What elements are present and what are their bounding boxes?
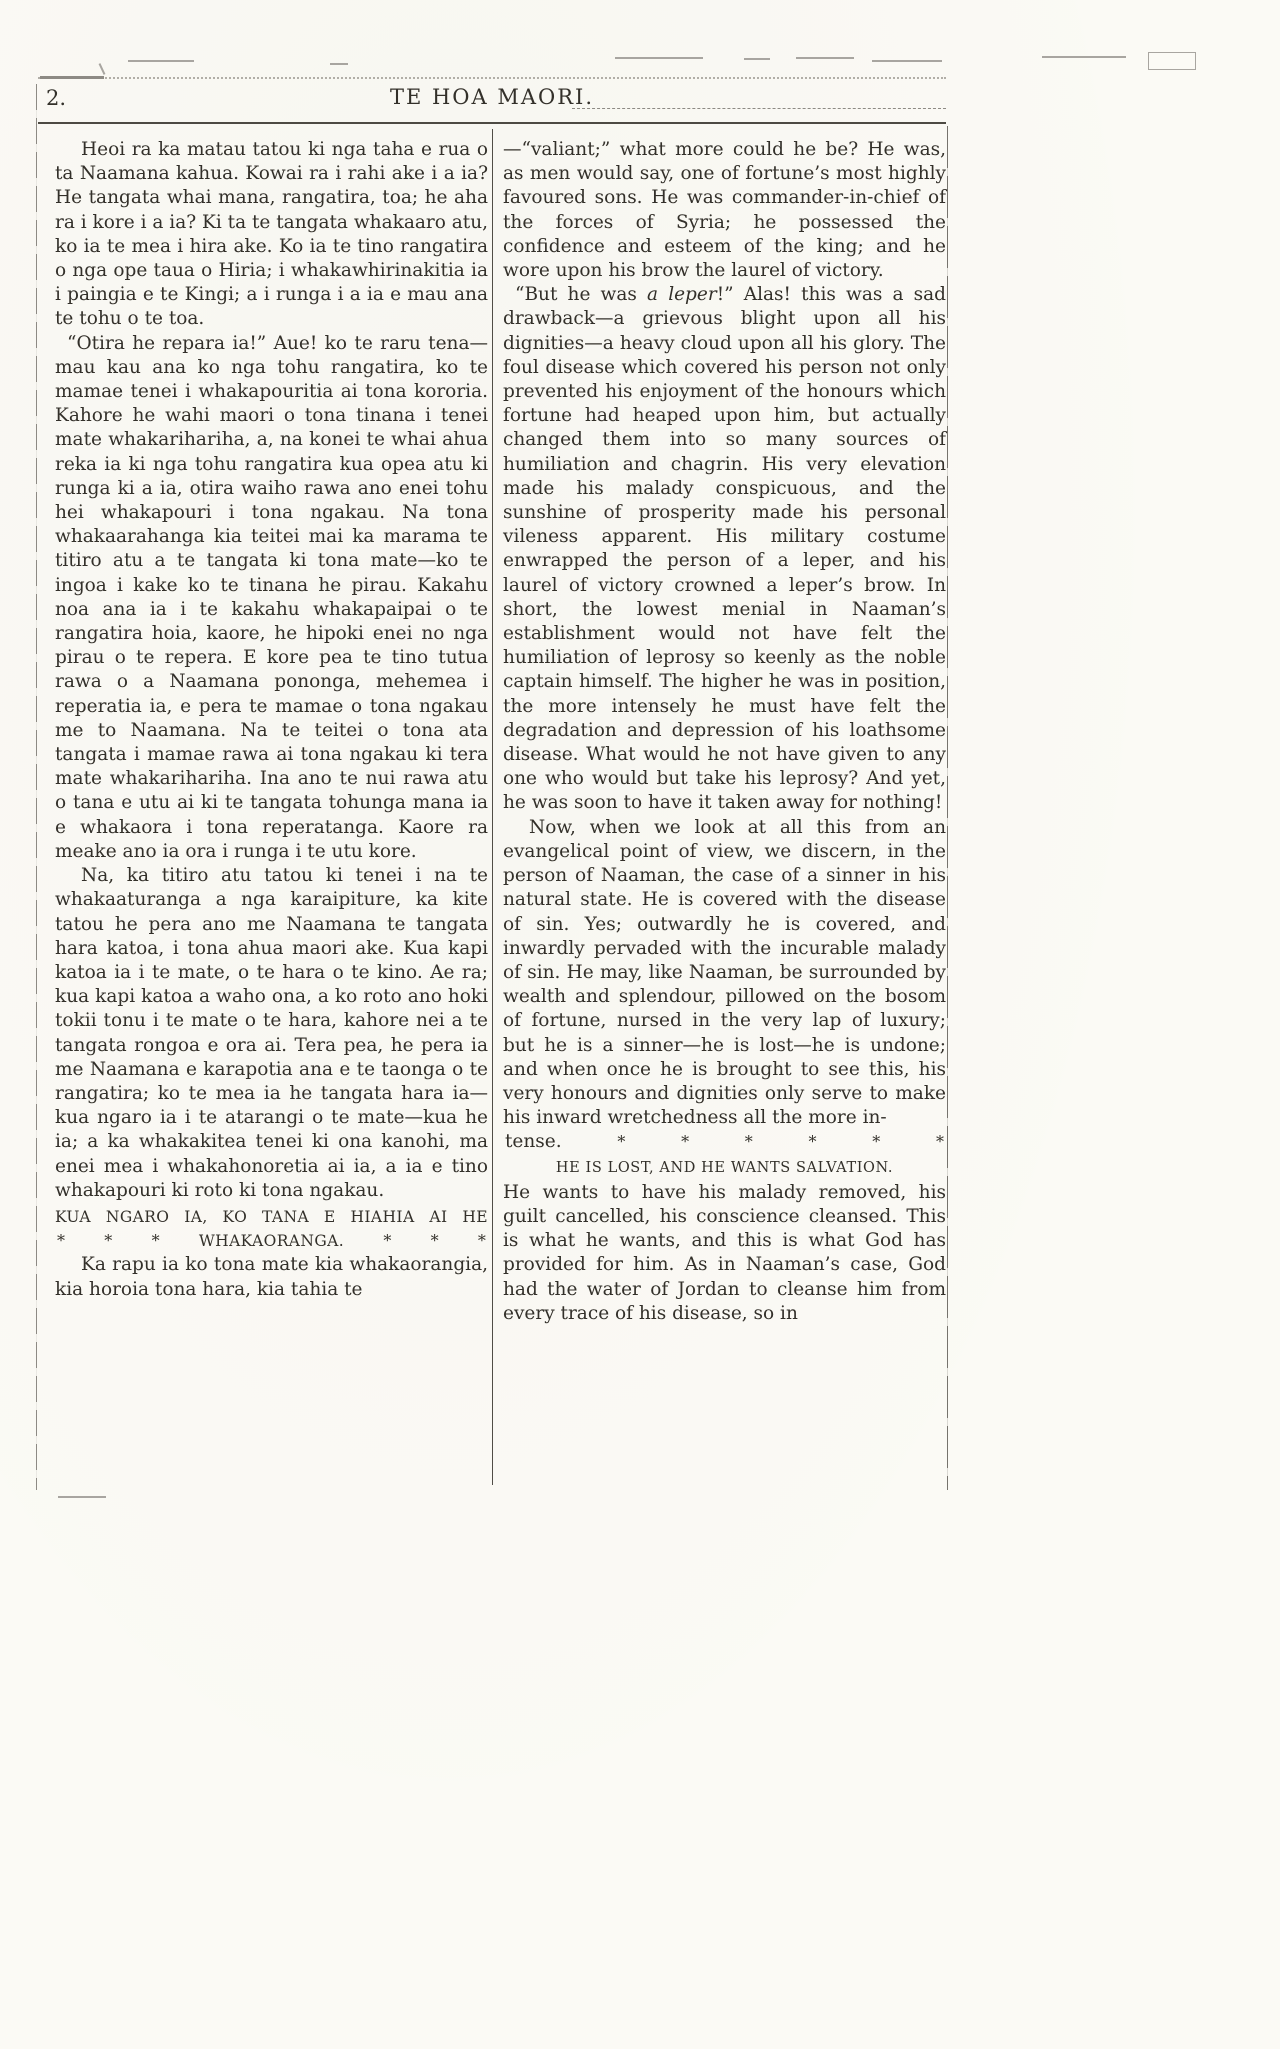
- italic-phrase: a leper: [647, 284, 717, 306]
- scan-artifact: [1148, 52, 1196, 70]
- quote-opening: “But he was: [515, 284, 648, 306]
- maori-closing-paragraph: Ka rapu ia ko tona mate kia whakaorangia, kia horoia tona hara, kia tahia te: [55, 1254, 488, 1300]
- top-rule-segment: [40, 76, 104, 79]
- asterisk-ornament: *: [430, 1231, 439, 1251]
- asterisk-ornament: *: [477, 1231, 486, 1251]
- maori-section-heading-line2: [55, 1229, 488, 1253]
- top-rule: [38, 77, 946, 79]
- asterisk-ornament: *: [617, 1132, 626, 1152]
- column-divider-rule: [492, 129, 493, 1485]
- scan-artifact: [744, 58, 770, 60]
- left-column: [55, 138, 488, 1302]
- english-paragraph-1: —“valiant;” what more could he be? He was, as men would say, one of fortune’s most highly favoured sons. He was commander-in-chief of the forces of Syria; he possessed the confidence and esteem of the king; and he wore upon his brow the laurel of victory.: [503, 139, 946, 282]
- scan-artifact: [872, 60, 942, 62]
- scan-artifact: [128, 60, 194, 62]
- english-paragraph-2: [503, 283, 946, 815]
- scan-artifact: [615, 57, 703, 59]
- maori-paragraph-2: “Otira he repara ia!” Aue! ko te raru tena—mau kau ana ko nga tohu rangatira, ko te mamae tenei i whakapouritia ai tona kororia. Kahore he wahi maori o tona tinana i tenei mate whakarihariha, a, na konei te whai ahua reka ia ki nga tohu rangatira kua opea atu ki runga ki a ia, otira waiho rawa ano enei tohu hei whakapouri i tona ngakau. Na tona whakaarahanga kia teitei mai ka marama te titiro atu a te tangata ki tona mate—ko te ingoa i kake ko te tinana he pirau. Kakahu noa ana ia i te kakahu whakapaipai o te rangatira hoia, kaore, he hipoki enei no nga pirau o te repera. E kore pea te tino tutua rawa o a Naamana pononga, mehemea i reperatia ia, e pera te mamae o tona ngakau me to Naamana. Na te teitei o tona ata tangata i mamae rawa ai tona ngakau ki tera mate whakarihariha. Ina ano te nui rawa atu o tana e utu ai ki te tangata tohunga mana ia e whakaora i tona reperatanga. Kaore ra meake ano ia ora i runga i te utu kore.: [55, 332, 488, 862]
- asterisk-ornament: *: [104, 1231, 113, 1251]
- header-rule: [38, 122, 946, 124]
- maori-paragraph-3: Na, ka titiro atu tatou ki tenei i na te whakaaturanga a nga karaipiture, ka kite tatou he pera ano me Naamana te tangata hara katoa, i tona ahua maori ake. Kua kapi katoa ia i te mate, o te hara o te kino. Ae ra; kua kapi katoa a waho ona, a ko roto ano hoki tokii tonu i te mate o te hara, kahore nei a te tangata rongoa e ora ai. Tera pea, he pera ia me Naamana e karapotia ana e te taonga o te rangatira; ko te mea ia he tangata hara ia—kua ngaro ia i te atarangi o te mate—kua he ia; a ka whakakitea tenei ki ona kanohi, ma enei mea i whakahonoretia ai ia, a ia e tino whakapouri ki roto ki tona ngakau.: [55, 865, 488, 1201]
- english-section-heading: HE IS LOST, AND HE WANTS SALVATION.: [555, 1159, 894, 1176]
- right-border-rule: [947, 126, 948, 1490]
- paragraph-continuation: !” Alas! this was a sad drawback—a grievous blight upon all his dignities—a heavy cloud upon all his glory. The foul disease which covered his person not only prevented his enjoyment of the honours which fortune had heaped upon him, but actually changed them into so many sources of humiliation and chagrin. His very elevation made his malady conspicuous, and the sunshine of prosperity made his personal vileness apparent. His military costume enwrapped the person of a leper, and his laurel of victory crowned a leper’s brow. In short, the lowest menial in Naaman’s establishment would not have felt the humiliation of leprosy so keenly as the noble captain himself. The higher he was in position, the more intensely he must have felt the degradation and depression of his loathsome disease. What would he not have given to any one who would but take his leprosy? And yet, he was soon to have it taken away for nothing!: [503, 284, 947, 814]
- page-title: TE HOA MAORI.: [389, 85, 595, 109]
- asterisk-divider-row: [503, 1130, 946, 1154]
- asterisk-ornament: *: [151, 1231, 160, 1251]
- page-number: 2.: [46, 86, 67, 110]
- asterisk-ornament: *: [383, 1231, 392, 1251]
- asterisk-ornament: *: [935, 1132, 944, 1152]
- asterisk-ornament: *: [872, 1132, 881, 1152]
- english-paragraph-4: He wants to have his malady removed, his guilt cancelled, his conscience cleansed. This is what he wants, and this is what God has provided for him. As in Naaman’s case, God had the water of Jordan to cleanse him from every trace of his disease, so in: [503, 1181, 946, 1324]
- asterisk-ornament: *: [681, 1132, 690, 1152]
- asterisk-ornament: *: [808, 1132, 817, 1152]
- maori-section-heading-line1: KUA NGARO IA, KO TANA E HIAHIA AI HE: [55, 1207, 488, 1226]
- scan-artifact: [330, 63, 348, 65]
- asterisk-ornament: *: [744, 1132, 753, 1152]
- left-border-rule: [36, 84, 37, 1490]
- maori-paragraph-1: Heoi ra ka matau tatou ki nga taha e rua o ta Naamana kahua. Kowai ra i rahi ake i a ia? He tangata whai mana, rangatira, toa; he aha ra i kore i a ia? Ki ta te tangata whakaaro atu, ko ia te mea i hira ake. Ko ia te tino rangatira o nga ope taua o Hiria; i whakawhirinakitia ia i paingia e te Kingi; a i runga i a ia e mau ana te tohu o te toa.: [55, 139, 489, 330]
- hyphenated-word-tail: tense.: [505, 1131, 562, 1153]
- scan-artifact: [796, 57, 854, 59]
- scan-artifact: [1042, 56, 1126, 58]
- maori-section-heading-word: WHAKAORANGA.: [198, 1232, 345, 1251]
- right-column: [503, 138, 946, 1326]
- english-paragraph-3: Now, when we look at all this from an evangelical point of view, we discern, in the person of Naaman, the case of a sinner in his natural state. He is covered with the disease of sin. Yes; outwardly he is covered, and inwardly pervaded with the incurable malady of sin. He may, like Naaman, be surrounded by wealth and splendour, pillowed on the bosom of fortune, nursed in the very lap of luxury; but he is a sinner—he is lost—he is undone; and when once he is brought to see this, his very honours and dignities only serve to make his inward wretchedness all the more in-: [503, 816, 946, 1129]
- scan-artifact: [99, 63, 106, 75]
- asterisk-ornament: *: [57, 1231, 65, 1251]
- scan-artifact: [58, 1496, 106, 1498]
